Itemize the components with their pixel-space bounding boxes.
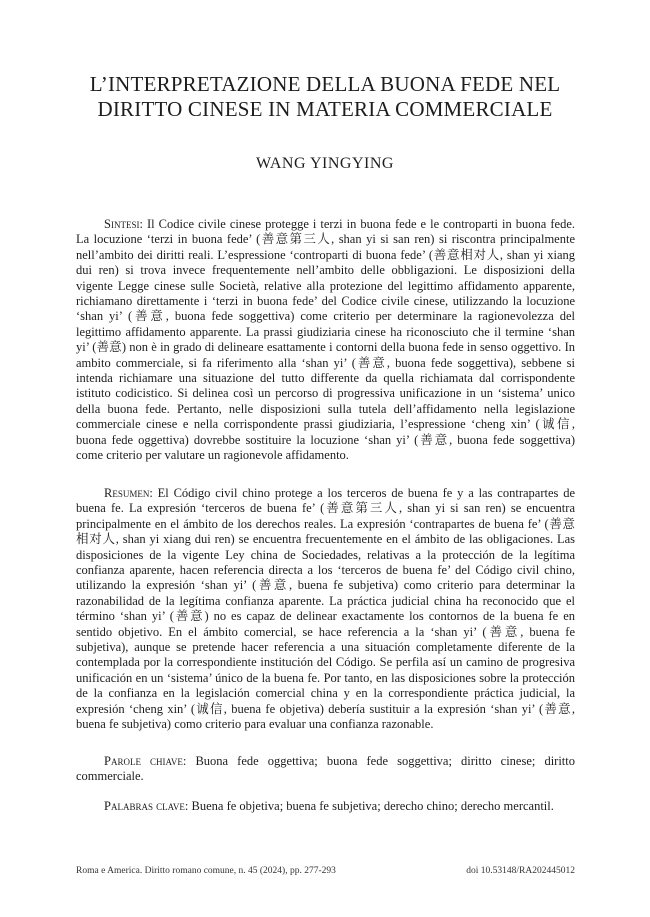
parole-chiave-label: Parole chiave: [104,754,187,768]
sintesi-abstract [76,217,575,464]
sintesi-text: Il Codice civile cinese protegge i terzi in buona fede e le controparti in buona fede. La locuzione ‘terzi in buona fede’ (善意第三人, shan yi si san ren) si riscontra principalmente nell’ambito dei diritti reali. L’espressione ‘controparti di buona fede’ (善意相对人, shan yi xiang dui ren) si trova invece frequentemente nell’ambito delle obbligazioni. Le disposizioni della vigente Legge cinese sulle Società, relative alla protezione del legittimo affidamento apparente, richiamano direttamente i ‘terzi in buona fede’ del Codice civile cinese, utilizzando la locuzione ‘shan yi’ (善意, buona fede soggettiva) come criterio per determinare la ragionevolezza del legittimo affidamento apparente. La prassi giudiziaria cinese ha riconosciuto che il termine ‘shan yi’ (善意) non è in grado di delineare esattamente i contorni della buona fede in senso oggettivo. In ambito commerciale, si fa riferimento alla ‘shan yi’ (善意, buona fede soggettiva), sebbene si intenda richiamare una situazione del tutto differente da quella richiamata dal corrispondente istituto codicistico. Si delinea così un percorso di progressiva unificazione in un ‘sistema’ unico della buona fede. Pertanto, nelle disposizioni sulla tutela dell’affidamento nella legislazione commerciale cinese e nella corrispondente prassi giudiziaria, l’espressione ‘cheng xin’ (诚信, buona fede oggettiva) dovrebbe sostituire la locuzione ‘shan yi’ (善意, buona fede soggettiva) come criterio per valutare un ragionevole affidamento. [76,217,576,463]
journal-citation: Roma e America. Diritto romano comune, n. 45 (2024), pp. 277-293 [76,866,336,876]
palabras-clave-text: Buena fe objetiva; buena fe subjetiva; derecho chino; derecho mercantil. [191,799,554,813]
doi-link[interactable]: doi 10.53148/RA202445012 [466,866,575,876]
resumen-text: El Código civil chino protege a los terceros de buena fe y a las contrapartes de buena fe. La expresión ‘terceros de buena fe’ (善意第三人, shan yi si san ren) se encuentra principalmente en el ámbito de los derechos reales. La expresión ‘contrapartes de buena fe’ (善意相对人, shan yi xiang dui ren) se encuentra frecuentemente en el ámbito de las obligaciones. Las disposiciones de la vigente Ley china de Sociedades, relativas a la protección de la legítima confianza aparente, hacen referencia directa a los ‘terceros de buena fe’ del Código civil chino, utilizando la expresión ‘shan yi’ (善意, buena fe subjetiva) como criterio para determinar la razonabilidad de la legítima confianza aparente. La práctica judicial china ha reconocido que el término ‘shan yi’ (善意) no es capaz de delinear exactamente los contornos de la buena fe en sentido objetivo. En el ámbito comercial, se hace referencia a la ‘shan yi’ (善意, buena fe subjetiva), aunque se pretende hacer referencia a una situación completamente diferente de la contemplada por la correspondiente institución del Código. Se perfila así un camino de progresiva unificación en un ‘sistema’ único de la buena fe. Por tanto, en las disposiciones sobre la protección de la confianza en la legislación comercial china y en la correspondiente práctica judicial, la expresión ‘cheng xin’ (诚信, buena fe objetiva) debería sustituir a la expresión ‘shan yi’ (善意, buena fe subjetiva) como criterio para evaluar una confianza razonable. [76,486,575,732]
palabras-clave-label: Palabras clave: [104,799,189,813]
resumen-label: Resumen: [104,486,153,500]
author-name: WANG YINGYING [256,155,394,172]
sintesi-label: Sintesi: [104,217,143,231]
resumen-abstract [76,486,575,733]
parole-chiave-text: Buona fede oggettiva; buona fede soggettiva; diritto cinese; diritto commerciale. [76,754,576,784]
article-title: L’INTERPRETAZIONE DELLA BUONA FEDE NEL DIRITTO CINESE IN MATERIA COMMERCIALE [89,72,561,121]
palabras-clave [76,799,575,814]
parole-chiave [76,754,575,785]
